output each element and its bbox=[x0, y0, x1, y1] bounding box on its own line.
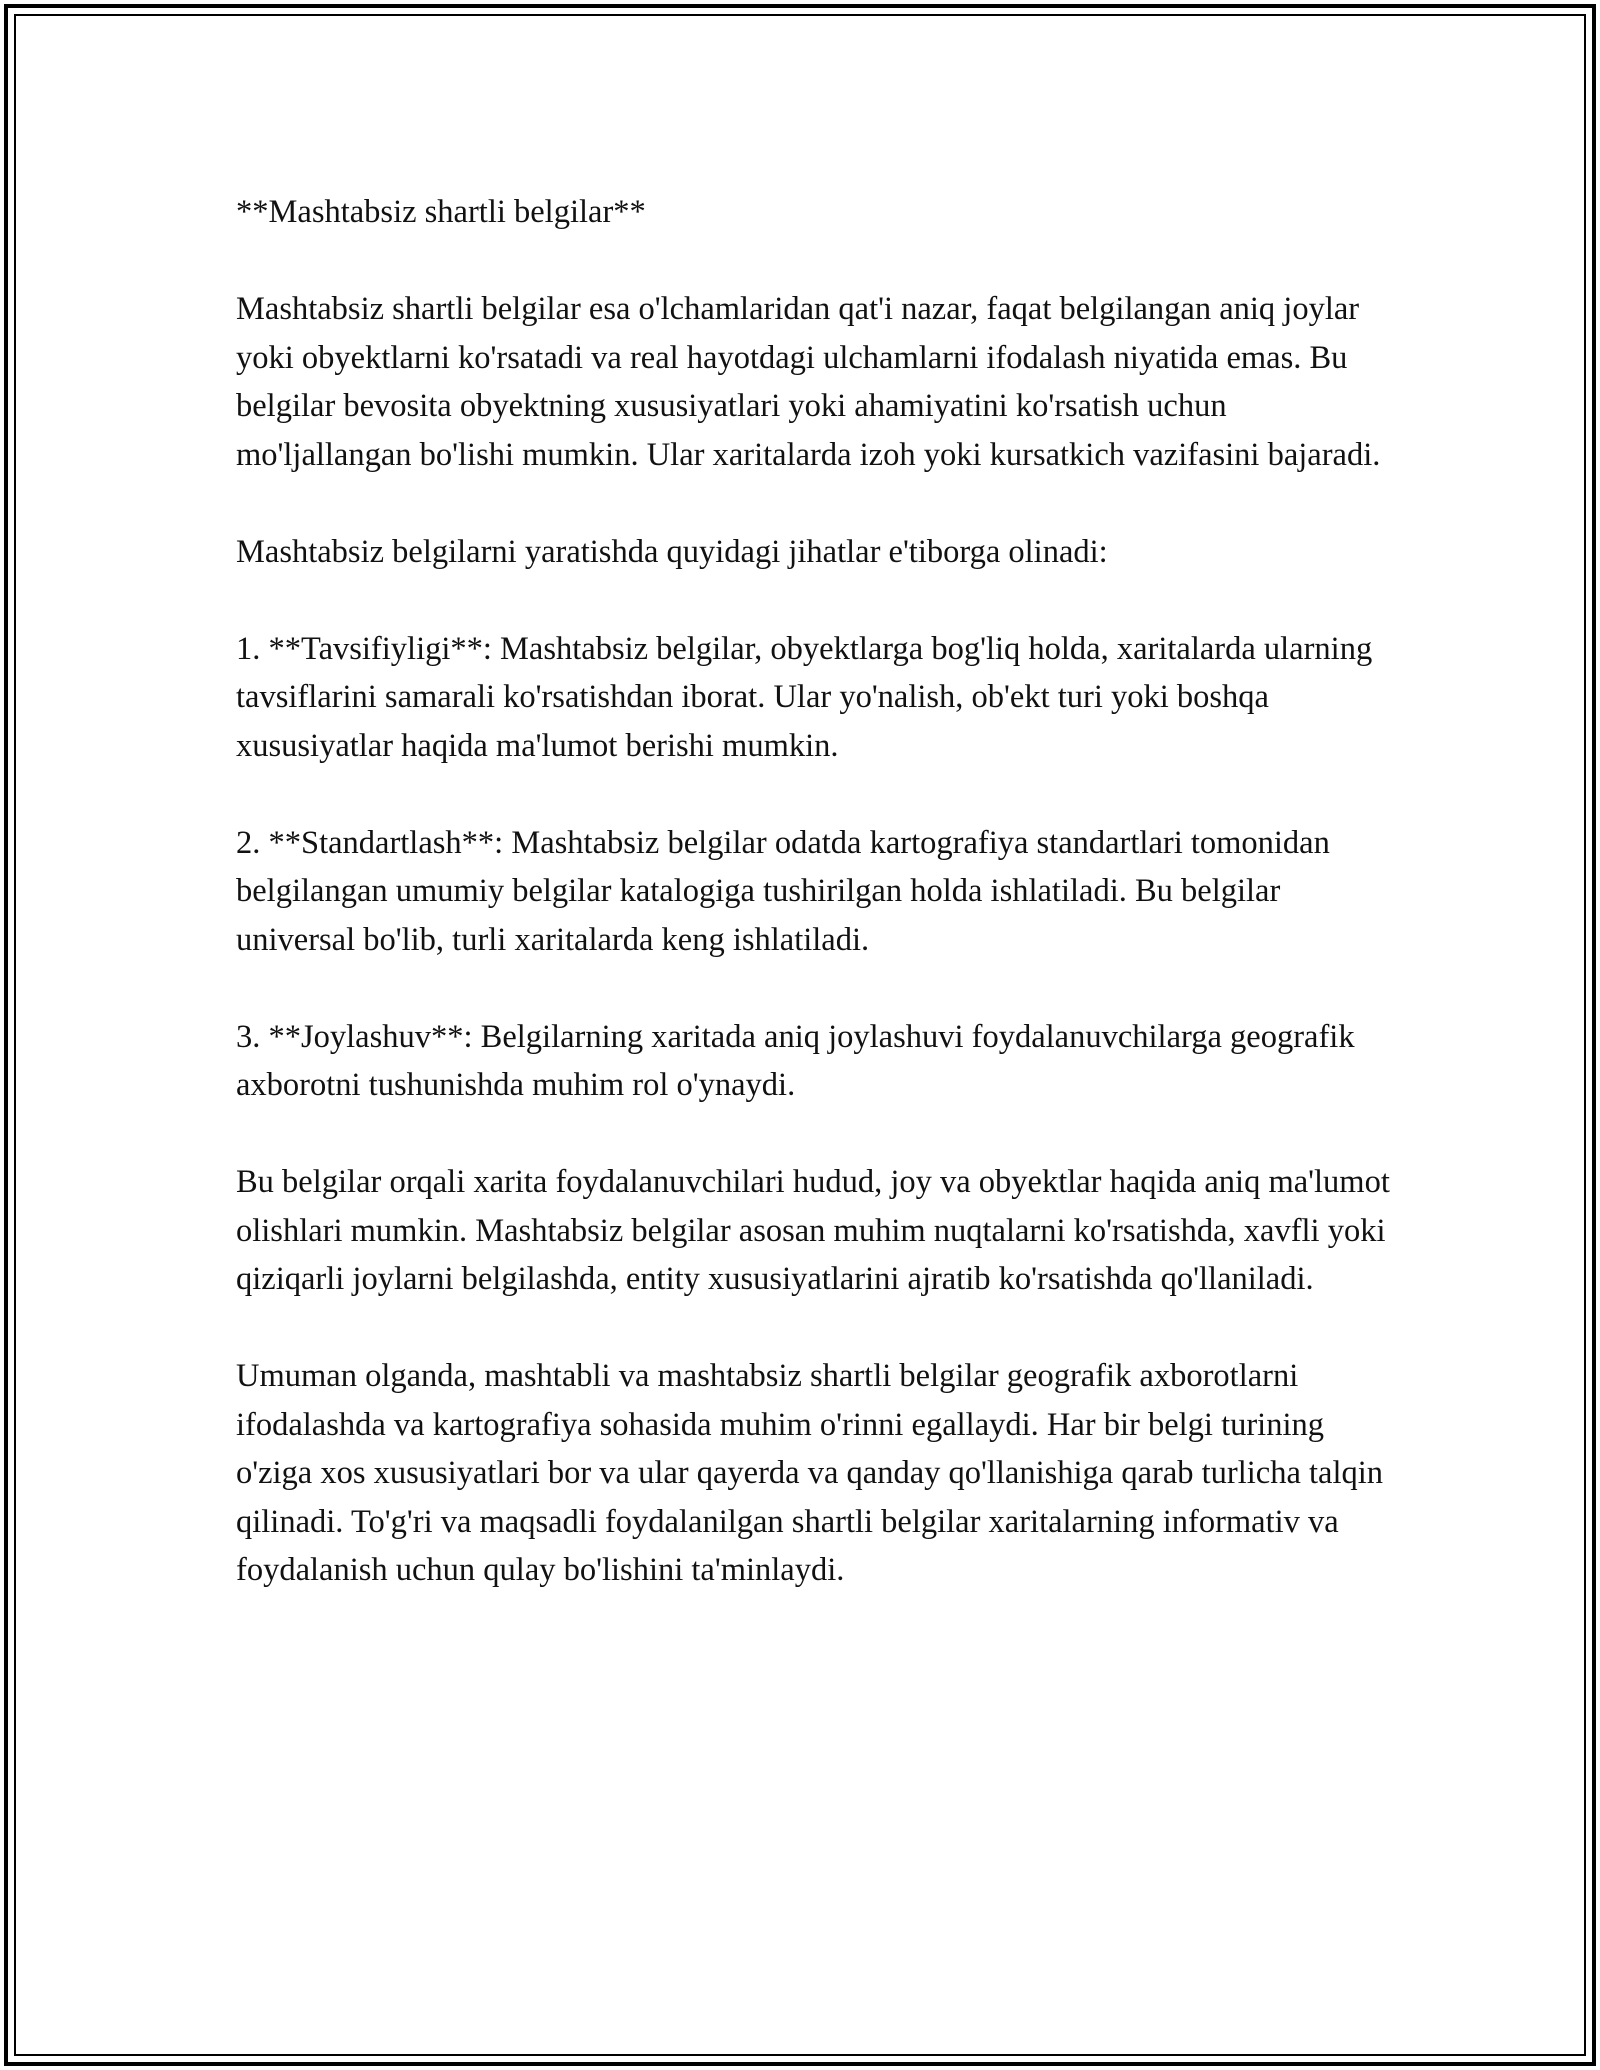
list-item-standartlash: 2. **Standartlash**: Mashtabsiz belgilar odatda kartografiya standartlari tomonidan belgilangan umumiy belgilar katalogiga tushirilgan holda ishlatiladi. Bu belgilar universal bo'lib, turli xaritalarda keng ishlatiladi. bbox=[236, 824, 1330, 958]
document-title: **Mashtabsiz shartli belgilar** bbox=[236, 194, 646, 230]
paragraph-intro: Mashtabsiz shartli belgilar esa o'lchamlaridan qat'i nazar, faqat belgilangan aniq joylar yoki obyektlarni ko'rsatadi va real hayotdagi ulchamlarni ifodalash niyatida emas. Bu belgilar bevosita obyektning xususiyatlari yoki ahamiyatini ko'rsatish uchun mo'ljallangan bo'lishi mumkin. Ular xaritalarda izoh yoki kursatkich vazifasini bajaradi. bbox=[236, 291, 1381, 473]
document-body bbox=[236, 188, 1396, 1595]
paragraph-conclusion: Umuman olganda, mashtabli va mashtabsiz shartli belgilar geografik axborotlarni ifodalashda va kartografiya sohasida muhim o'rinni egallaydi. Har bir belgi turining o'ziga xos xususiyatlari bor va ular qayerda va qanday qo'llanishiga qarab turlicha talqin qilinadi. To'g'ri va maqsadli foydalanilgan shartli belgilar xaritalarning informativ va foydalanish uchun qulay bo'lishini ta'minlaydi. bbox=[236, 1358, 1384, 1588]
list-item-tavsifiyligi: 1. **Tavsifiyligi**: Mashtabsiz belgilar, obyektlarga bog'liq holda, xaritalarda ularning tavsiflarini samarali ko'rsatishdan iborat. Ular yo'nalish, ob'ekt turi yoki boshqa xususiyatlar haqida ma'lumot berishi mumkin. bbox=[236, 630, 1373, 764]
paragraph-aspects-intro: Mashtabsiz belgilarni yaratishda quyidagi jihatlar e'tiborga olinadi: bbox=[236, 533, 1108, 570]
list-item-joylashuv: 3. **Joylashuv**: Belgilarning xaritada aniq joylashuvi foydalanuvchilarga geografik axborotni tushunishda muhim rol o'ynaydi. bbox=[236, 1018, 1355, 1103]
paragraph-usage: Bu belgilar orqali xarita foydalanuvchilari hudud, joy va obyektlar haqida aniq ma'lumot olishlari mumkin. Mashtabsiz belgilar asosan muhim nuqtalarni ko'rsatishda, xavfli yoki qiziqarli joylarni belgilashda, entity xususiyatlarini ajratib ko'rsatishda qo'llaniladi. bbox=[236, 1164, 1390, 1297]
